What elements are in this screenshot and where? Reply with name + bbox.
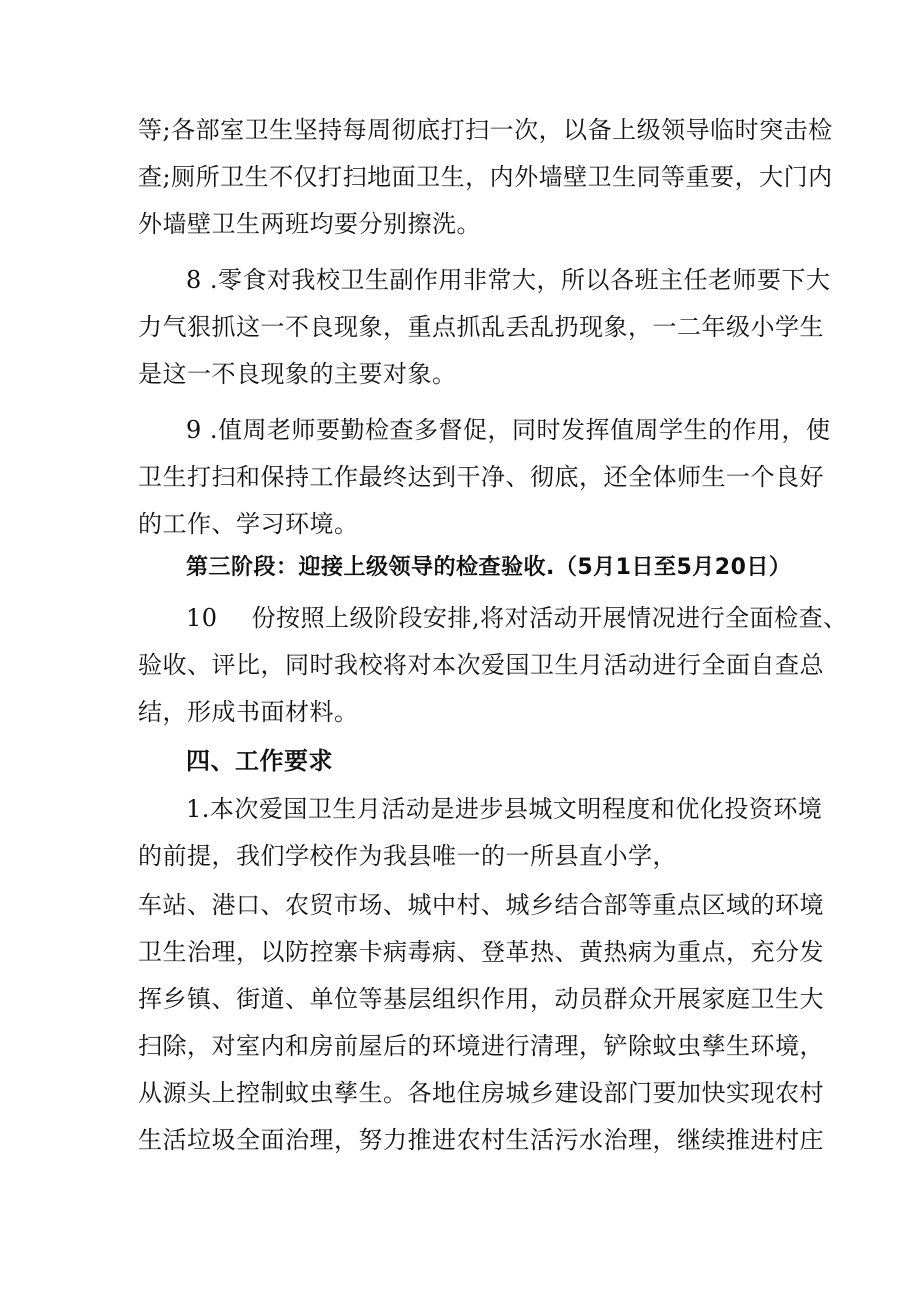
text-line: 验收、评比，同时我校将对本次爱国卫生月活动进行全面自查总 [138,651,824,679]
text-line: 等;各部室卫生坚持每周彻底打扫一次，以备上级领导临时突击检 [138,116,833,144]
text-line: 挥乡镇、街道、单位等基层组织作用，动员群众开展家庭卫生大 [138,985,824,1013]
text-line: 车站、港口、农贸市场、城中村、城乡结合部等重点区域的环境 [138,891,824,919]
text-line: 8 .零食对我校卫生副作用非常大，所以各班主任老师要下大 [186,266,831,294]
text-line: 从源头上控制蚊虫孳生。各地住房城乡建设部门要加快实现农村 [138,1079,824,1107]
text-line: 外墙壁卫生两班均要分别擦洗。 [138,210,481,238]
text-line: 9 .值周老师要勤检查多督促，同时发挥值周学生的作用，使 [186,416,831,444]
item-number: 10 [186,604,218,632]
text-line: 的工作、学习环境。 [138,510,359,538]
text-line: 卫生打扫和保持工作最终达到干净、彻底，还全体师生一个良好 [138,463,824,491]
text-line: 是这一不良现象的主要对象。 [138,360,457,388]
item-text: 份按照上级阶段安排,将对活动开展情况进行全面检查、 [251,604,848,632]
text-line: 的前提，我们学校作为我县唯一的一所县直小学， [138,842,677,870]
text-line [186,602,848,634]
text-line: 生活垃圾全面治理，努力推进农村生活污水治理，继续推进村庄 [138,1126,824,1154]
text-line: 力气狠抓这一不良现象，重点抓乱丢乱扔现象，一二年级小学生 [138,313,824,341]
section-heading: 四、工作要求 [186,747,333,775]
section-heading: 第三阶段：迎接上级领导的检查验收.（5月1日至5月20日） [186,555,792,580]
text-line: 卫生治理，以防控寨卡病毒病、登革热、黄热病为重点，充分发 [138,938,824,966]
text-line: 查;厕所卫生不仅打扫地面卫生，内外墙壁卫生同等重要，大门内 [138,163,833,191]
text-line: 扫除，对室内和房前屋后的环境进行清理，铲除蚊虫孳生环境， [138,1032,824,1060]
text-line: 1.本次爱国卫生月活动是进步县城文明程度和优化投资环境 [186,795,823,823]
text-line: 结，形成书面材料。 [138,698,359,726]
